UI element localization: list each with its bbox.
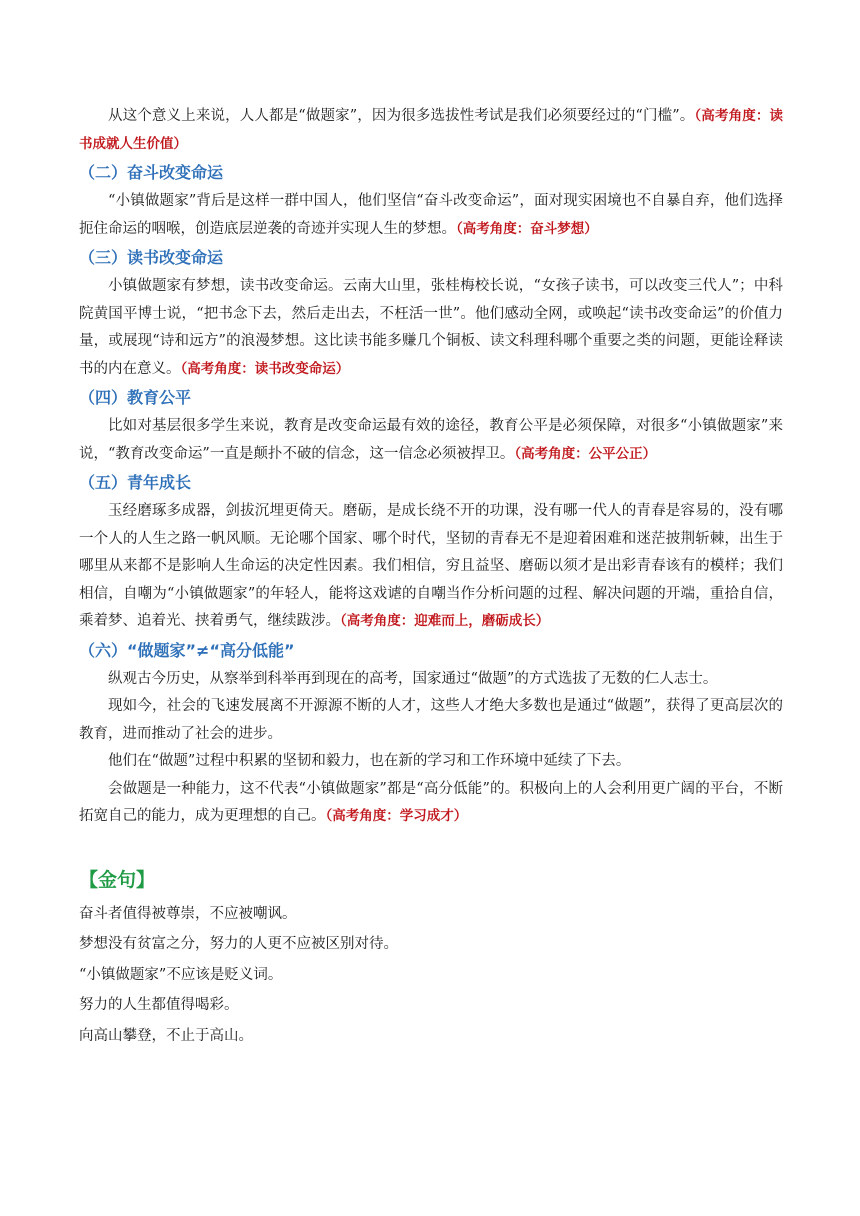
section-heading: （二）奋斗改变命运 [79, 163, 224, 182]
paragraph-text: 小镇做题家有梦想，读书改变命运。云南大山里，张桂梅校长说，“女孩子读书，可以改变三代人”；中科院黄国平博士说，“把书念下去，然后走出去，不枉活一世”。他们感动全网，或唤起“读书改变命运”的价值力量，或展现“诗和远方”的浪漫梦想。这比读书能多赚几个铜板、读文科理科哪个重要之类的问题，更能诠释读书的内在意义。 [79, 278, 783, 377]
section-paragraph [79, 748, 783, 776]
golden-quote-line: 向高山攀登，不止于高山。 [79, 1027, 253, 1044]
golden-quote-line: “小镇做题家”不应该是贬义词。 [79, 966, 283, 983]
paragraph-text: 比如对基层很多学生来说，教育是改变命运最有效的途径，教育公平是必须保障，对很多“小镇做题家”来说，“教育改变命运”一直是颠扑不破的信念，这一信念必须被捍卫。 [79, 418, 783, 462]
paragraph-text: “小镇做题家”背后是这样一群中国人，他们坚信“奋斗改变命运”，面对现实困境也不自暴自弃，他们选择扼住命运的咽喉，创造底层逆袭的奇迹并实现人生的梦想。 [79, 193, 783, 237]
paragraph-text: 会做题是一种能力，这不代表“小镇做题家”都是“高分低能”的。积极向上的人会利用更广阔的平台，不断拓宽自己的能力，成为更理想的自己。 [79, 780, 783, 824]
section-heading: （六）“做题家”≠“高分低能” [79, 640, 295, 660]
section-paragraph [79, 776, 783, 831]
intro-tag: （高考角度：读书成就人生价值） [79, 108, 783, 152]
paragraph-tag: （高考角度：公平公正） [514, 445, 657, 462]
section-3 [79, 244, 783, 383]
section-paragraph [79, 413, 783, 468]
golden-quote-line: 努力的人生都值得喝彩。 [79, 997, 239, 1013]
paragraph-tag: （高考角度：奋斗梦想） [456, 220, 598, 237]
section-heading: （五）青年成长 [79, 473, 192, 492]
section-6 [79, 637, 783, 831]
paragraph-text: 玉经磨琢多成器，剑拔沉埋更倚天。磨砺，是成长绕不开的功课，没有哪一代人的青春是容易的，没有哪一个人的人生之路一帆风顺。无论哪个国家、哪个时代，坚韧的青春无不是迎着困难和迷茫披荆斩棘，出生于哪里从来都不是影响人生命运的决定性因素。我们相信，穷且益坚、磨砺以须才是出彩青春该有的模样；我们相信，自嘲为“小镇做题家”的年轻人，能将这戏谑的自嘲当作分析问题的过程、解决问题的开端，重拾自信，乘着梦、追着光、挟着勇气，继续跋涉。 [79, 503, 783, 629]
section-paragraph [79, 693, 783, 748]
paragraph-text: 现如今，社会的飞速发展离不开源源不断的人才，这些人才绝大多数也是通过“做题”，获得了更高层次的教育，进而推动了社会的进步。 [79, 698, 783, 742]
section-4 [79, 384, 783, 468]
paragraph-text: 他们在“做题”过程中积累的坚韧和毅力，也在新的学习和工作环境中延续了下去。 [108, 753, 631, 769]
section-2 [79, 159, 783, 243]
golden-quote-line: 梦想没有贫富之分，努力的人更不应被区别对待。 [79, 936, 398, 952]
golden-quotes-title: 【金句】 [79, 868, 156, 891]
section-paragraph [79, 188, 783, 243]
section-heading: （三）读书改变命运 [79, 248, 224, 267]
section-paragraph [79, 273, 783, 383]
section-paragraph [79, 666, 783, 694]
paragraph-tag: （高考角度：读书改变命运） [180, 360, 350, 377]
section-paragraph [79, 498, 783, 636]
paragraph-tag: （高考角度：学习成才） [325, 808, 468, 824]
paragraph-text: 纵观古今历史，从察举到科举再到现在的高考，国家通过“做题”的方式选拔了无数的仁人志士。 [108, 670, 718, 687]
intro-text: 从这个意义上来说，人人都是“做题家”，因为很多选拔性考试是我们必须要经过的“门槛”。 [108, 108, 695, 124]
paragraph-tag: （高考角度：迎难而上，磨砺成长） [340, 613, 550, 629]
section-heading: （四）教育公平 [79, 388, 192, 407]
golden-quote-line: 奋斗者值得被尊崇，不应被嘲讽。 [79, 905, 297, 922]
intro-paragraph [79, 103, 783, 158]
golden-quotes [79, 865, 783, 1052]
section-5 [79, 469, 783, 636]
document-page [79, 103, 783, 1051]
